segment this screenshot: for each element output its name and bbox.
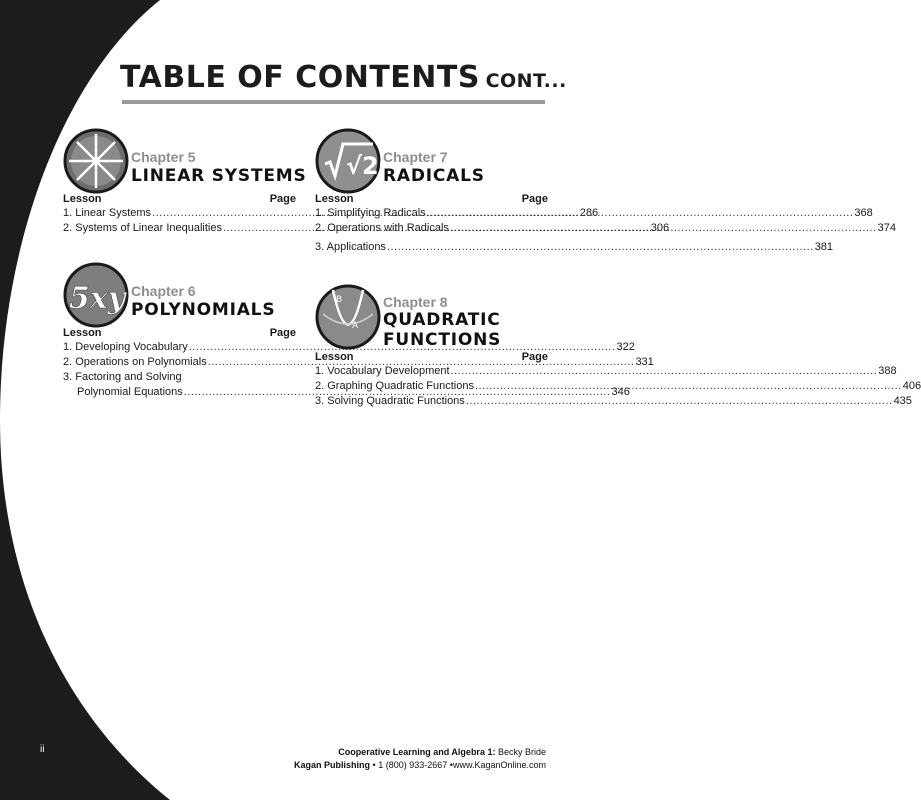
leader-dots (475, 379, 902, 394)
lesson-title: 3. Solving Quadratic Functions (315, 395, 465, 407)
icon-label-a: A (352, 321, 359, 331)
lesson-header: Lesson (63, 193, 102, 205)
page-header: Page (269, 193, 296, 205)
toc-entry[interactable] (315, 364, 897, 379)
footer-line-1 (294, 746, 546, 759)
chapter-number: Chapter 7 (383, 149, 448, 165)
chapter-name: LINEAR SYSTEMS (131, 166, 307, 186)
page-number: 374 (877, 222, 897, 234)
publisher-website[interactable]: www.KaganOnline.com (452, 760, 546, 770)
bullet-separator: • (449, 760, 453, 770)
chapter-name-line1: QUADRATIC (383, 310, 501, 330)
lesson-title: 3. Applications (315, 241, 386, 253)
leader-dots (451, 364, 878, 379)
icon-text: 5xy (69, 281, 126, 316)
lesson-title-line1: 3. Factoring and Solving (63, 371, 182, 383)
chapter-number: Chapter 6 (131, 283, 196, 299)
page-number: 286 (579, 207, 599, 219)
page-number: 322 (616, 341, 635, 353)
page-number: 388 (878, 365, 897, 377)
sqrt-20-icon (315, 128, 396, 194)
page-header: Page (521, 351, 548, 363)
page-header: Page (269, 327, 296, 339)
column-headers (315, 192, 548, 206)
page-number: 406 (902, 380, 921, 392)
footer-line-2 (294, 759, 546, 772)
lesson-title: 2. Systems of Linear Inequalities (63, 222, 222, 234)
icon-text: √20 (346, 152, 396, 180)
publisher-phone: 1 (800) 933-2667 (378, 760, 448, 770)
leader-dots (387, 240, 814, 255)
page-title (120, 60, 567, 100)
page-header: Page (521, 193, 548, 205)
chapter-name-line2: FUNCTIONS (383, 330, 502, 350)
chapter-name: POLYNOMIALS (131, 300, 276, 320)
compass-circle-icon (63, 128, 129, 194)
page-number: 381 (814, 241, 834, 253)
book-title: Cooperative Learning and Algebra 1: (338, 747, 496, 757)
column-headers (63, 192, 296, 206)
author-name: Becky Bride (497, 747, 546, 757)
bullet-separator: • (372, 760, 376, 770)
chapter-number: Chapter 5 (131, 149, 196, 165)
lesson-title: Polynomial Equations (77, 386, 183, 398)
leader-dots (427, 206, 854, 221)
leader-dots (466, 394, 893, 409)
toc-entry[interactable] (315, 240, 834, 255)
page-number-roman: ii (40, 744, 45, 755)
page-number: 368 (854, 207, 873, 219)
publisher-name: Kagan Publishing (294, 760, 371, 770)
chapter-name: RADICALS (383, 166, 485, 186)
5xy-icon (63, 262, 129, 328)
page-number: 306 (650, 222, 670, 234)
lesson-header: Lesson (315, 193, 354, 205)
lesson-title: 2. Operations with Radicals (315, 222, 449, 234)
column-headers (63, 326, 296, 340)
page-number: 346 (611, 386, 630, 398)
footer (294, 746, 546, 772)
toc-entry[interactable] (315, 394, 912, 409)
column-headers (315, 350, 548, 364)
icon-label-b: B (336, 295, 343, 305)
lesson-title: 2. Operations on Polynomials (63, 356, 207, 368)
lesson-title: 1. Linear Systems (63, 207, 152, 219)
title-continued: CONT... (485, 70, 567, 92)
page-number: 435 (893, 395, 912, 407)
page-number: 331 (635, 356, 654, 368)
lesson-title: 2. Graphing Quadratic Functions (315, 380, 474, 392)
lesson-header: Lesson (315, 351, 354, 363)
chapter-number: Chapter 8 (383, 294, 448, 310)
title-rule (122, 100, 545, 104)
title-main: TABLE OF CONTENTS (120, 60, 480, 95)
lesson-title: 1. Developing Vocabulary (63, 341, 188, 353)
parabola-icon (315, 284, 381, 350)
lesson-header: Lesson (63, 327, 102, 339)
lesson-title: 1. Vocabulary Development (315, 365, 450, 377)
lesson-title: 1. Simplifying Radicals (315, 207, 426, 219)
leader-dots (450, 221, 877, 236)
